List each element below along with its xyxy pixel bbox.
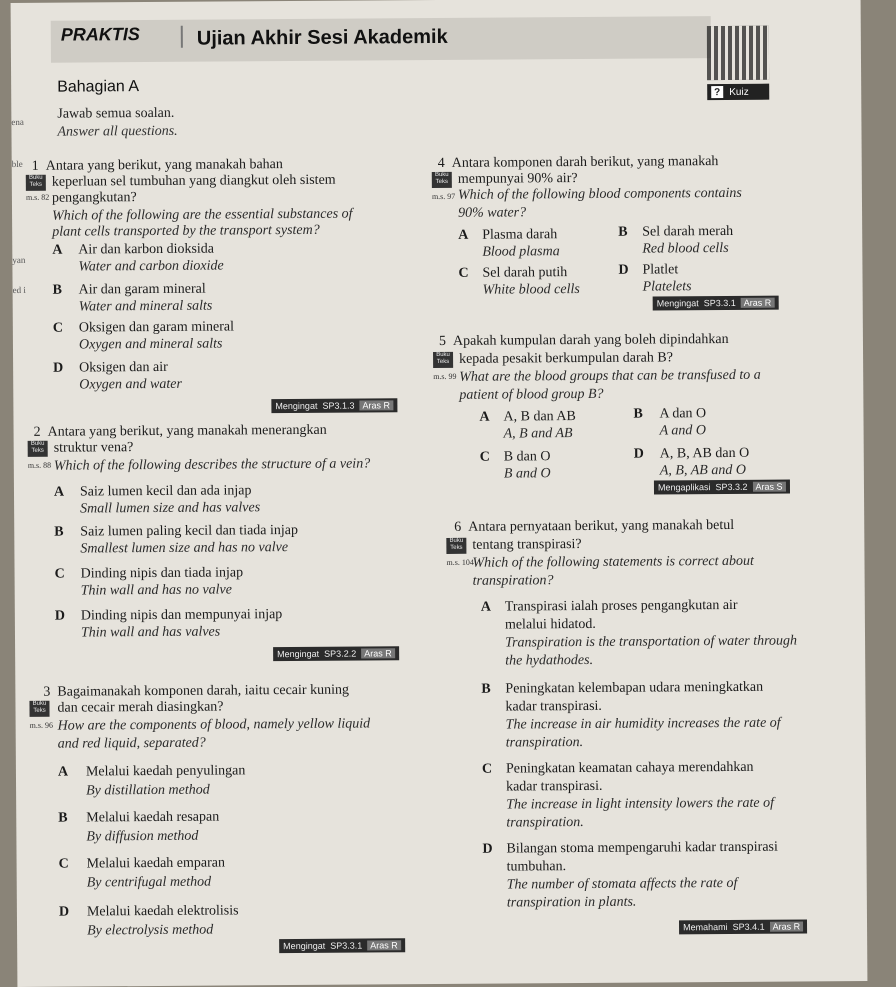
exam-title: Ujian Akhir Sesi Akademik bbox=[196, 25, 448, 50]
option-d[interactable]: A, B, AB dan O bbox=[659, 445, 750, 462]
question-text: mempunyai 90% air? bbox=[457, 171, 578, 187]
worksheet-page bbox=[11, 0, 868, 987]
option-d-en: Thin wall and has valves bbox=[80, 624, 221, 641]
question-text: Antara yang berikut, yang manakah menerangkan bbox=[47, 422, 327, 440]
option-c[interactable]: Sel darah putih bbox=[482, 265, 568, 281]
option-b-en: By diffusion method bbox=[86, 828, 199, 845]
option-letter[interactable]: C bbox=[458, 265, 469, 281]
option-a-en: Small lumen size and has valves bbox=[80, 500, 261, 517]
option-d[interactable]: tumbuhan. bbox=[506, 859, 567, 875]
question-text-en: Which of the following statements is correct about bbox=[472, 553, 754, 571]
question-text: keperluan sel tumbuhan yang diangkut oleh sistem bbox=[51, 172, 336, 190]
option-a-en: By distillation method bbox=[86, 782, 210, 799]
option-c-en: transpiration. bbox=[506, 814, 584, 831]
question-text-en: What are the blood groups that can be transfused to a bbox=[459, 367, 761, 385]
sp-code: SP3.3.2 bbox=[715, 481, 748, 493]
question-text: Bagaimanakah komponen darah, iaitu cecair kuning bbox=[57, 682, 349, 700]
option-a-en: Blood plasma bbox=[482, 244, 560, 260]
page-ref: m.s. 97 bbox=[431, 191, 456, 202]
question-text-en: Which of the following describes the structure of a vein? bbox=[53, 456, 371, 474]
option-letter[interactable]: D bbox=[618, 262, 629, 278]
edge-text: yan bbox=[12, 254, 26, 265]
option-d-en: Platelets bbox=[642, 279, 692, 295]
skill-label: Mengingat bbox=[275, 400, 318, 412]
option-a-en: the hydathodes. bbox=[505, 652, 594, 669]
level-badge: Aras R bbox=[770, 921, 804, 931]
option-letter[interactable]: C bbox=[479, 449, 490, 465]
question-text: pengangkutan? bbox=[51, 190, 137, 206]
question-text: Apakah kumpulan darah yang boleh dipindahkan bbox=[452, 331, 729, 349]
option-letter[interactable]: A bbox=[480, 599, 491, 615]
level-badge: Aras R bbox=[367, 940, 401, 950]
question-text-en: 90% water? bbox=[458, 205, 527, 221]
option-b-en: Smallest lumen size and has no valve bbox=[80, 540, 289, 557]
skill-tag bbox=[679, 919, 807, 934]
option-b-en: The increase in air humidity increases the rate of bbox=[505, 715, 781, 733]
option-letter[interactable]: D bbox=[633, 446, 644, 462]
option-c[interactable]: Dinding nipis dan tiada injap bbox=[80, 565, 244, 582]
option-letter[interactable]: D bbox=[54, 608, 66, 624]
qr-code-icon[interactable] bbox=[707, 26, 769, 80]
question-number: 6 bbox=[454, 519, 462, 535]
question-text: dan cecair merah diasingkan? bbox=[57, 699, 224, 716]
question-text-en: Which of the following blood components contains bbox=[457, 185, 742, 203]
textbook-icon: Buku Teks bbox=[433, 352, 453, 368]
skill-tag bbox=[653, 296, 779, 311]
question-number: 5 bbox=[438, 333, 447, 349]
option-a[interactable]: Saiz lumen kecil dan ada injap bbox=[79, 483, 252, 500]
option-letter[interactable]: B bbox=[52, 282, 62, 298]
textbook-icon: Buku Teks bbox=[28, 441, 48, 457]
level-badge: Aras R bbox=[359, 400, 393, 410]
instruction-en: Answer all questions. bbox=[57, 123, 178, 140]
option-c-en: By centrifugal method bbox=[86, 874, 212, 891]
page-ref: m.s. 96 bbox=[29, 720, 53, 730]
option-b[interactable]: Sel darah merah bbox=[642, 223, 734, 240]
option-c[interactable]: Melalui kaedah emparan bbox=[86, 855, 226, 872]
textbook-icon: Buku Teks bbox=[432, 172, 452, 188]
question-icon: ? bbox=[711, 86, 723, 98]
question-number: 3 bbox=[43, 684, 51, 700]
question-text: struktur vena? bbox=[53, 440, 134, 456]
option-letter[interactable]: D bbox=[53, 360, 64, 376]
sp-code: SP3.1.3 bbox=[322, 400, 355, 411]
option-b-en: A and O bbox=[659, 423, 707, 439]
question-text: tentang transpirasi? bbox=[472, 537, 582, 553]
option-letter[interactable]: C bbox=[58, 856, 69, 872]
edge-text: ena bbox=[11, 116, 24, 127]
option-a[interactable]: melalui hidatod. bbox=[504, 616, 596, 633]
option-a-en: Water and carbon dioxide bbox=[78, 258, 224, 275]
option-letter[interactable]: C bbox=[52, 320, 64, 336]
option-c[interactable]: Oksigen dan garam mineral bbox=[78, 319, 235, 336]
textbook-icon: Buku Teks bbox=[446, 538, 466, 554]
kuiz-label: Kuiz bbox=[729, 86, 749, 98]
option-letter[interactable]: A bbox=[52, 242, 63, 258]
level-badge: Aras R bbox=[741, 298, 775, 308]
question-text-en: patient of blood group B? bbox=[459, 386, 604, 403]
question-text: Antara komponen darah berikut, yang manakah bbox=[451, 154, 719, 171]
question-text-en: and red liquid, separated? bbox=[57, 735, 206, 752]
option-a-en: Transpiration is the transportation of water through bbox=[505, 633, 798, 651]
question-text: kepada pesakit berkumpulan darah B? bbox=[459, 350, 673, 367]
option-letter[interactable]: A bbox=[53, 484, 65, 500]
option-b-en: Red blood cells bbox=[642, 240, 729, 257]
question-text-en: plant cells transported by the transport system? bbox=[52, 222, 320, 240]
skill-tag bbox=[273, 646, 399, 661]
option-c-en: Oxygen and mineral salts bbox=[78, 336, 223, 353]
sp-code: SP3.3.1 bbox=[330, 940, 363, 951]
level-badge: Aras R bbox=[361, 648, 395, 658]
page-ref: m.s. 104 bbox=[446, 557, 474, 567]
option-c[interactable]: kadar transpirasi. bbox=[506, 778, 603, 795]
kuiz-button[interactable] bbox=[707, 84, 769, 100]
option-d[interactable]: Bilangan stoma mempengaruhi kadar transpirasi bbox=[506, 839, 778, 857]
skill-label: Mengaplikasi bbox=[657, 482, 711, 493]
option-b[interactable]: A dan O bbox=[659, 406, 707, 422]
level-badge: Aras S bbox=[752, 482, 785, 492]
skill-label: Mengingat bbox=[656, 298, 699, 309]
option-d-en: By electrolysis method bbox=[87, 922, 214, 939]
option-letter[interactable]: A bbox=[57, 764, 69, 780]
skill-tag bbox=[279, 938, 405, 953]
option-d-en: Oxygen and water bbox=[79, 376, 182, 393]
option-d[interactable]: Melalui kaedah elektrolisis bbox=[86, 903, 239, 920]
option-a-en: A, B and AB bbox=[503, 426, 573, 442]
section-title: Bahagian A bbox=[57, 78, 140, 96]
option-a[interactable]: Air dan karbon dioksida bbox=[78, 241, 215, 258]
option-b[interactable]: Melalui kaedah resapan bbox=[86, 809, 220, 826]
question-text-en: transpiration? bbox=[472, 573, 554, 589]
header-divider bbox=[181, 26, 183, 48]
option-c-en: Thin wall and has no valve bbox=[80, 582, 233, 599]
option-letter[interactable]: D bbox=[482, 841, 493, 857]
skill-tag bbox=[271, 398, 397, 413]
textbook-icon: Buku Teks bbox=[29, 701, 49, 717]
option-letter[interactable]: C bbox=[481, 761, 493, 777]
question-number: 2 bbox=[33, 424, 41, 440]
edge-text: ed i bbox=[12, 284, 26, 295]
skill-label: Mengingat bbox=[277, 648, 320, 660]
question-text: Antara pernyataan berikut, yang manakah betul bbox=[468, 517, 735, 535]
question-text: Antara yang berikut, yang manakah bahan bbox=[45, 157, 283, 174]
sp-code: SP3.2.2 bbox=[324, 648, 357, 659]
option-a[interactable]: Plasma darah bbox=[482, 227, 558, 243]
option-d[interactable]: Dinding nipis dan mempunyai injap bbox=[80, 607, 283, 624]
sp-code: SP3.3.1 bbox=[703, 297, 736, 309]
option-letter[interactable]: C bbox=[54, 566, 65, 582]
sp-code: SP3.4.1 bbox=[732, 921, 765, 932]
brand-label: PRAKTIS bbox=[60, 24, 140, 45]
option-b[interactable]: kadar transpirasi. bbox=[505, 698, 602, 715]
skill-label: Memahami bbox=[683, 921, 728, 933]
page-ref: m.s. 99 bbox=[433, 371, 457, 382]
option-b-en: transpiration. bbox=[505, 734, 584, 751]
question-number: 1 bbox=[31, 158, 39, 174]
option-c-en: The increase in light intensity lowers the rate of bbox=[506, 795, 775, 813]
skill-label: Mengingat bbox=[283, 940, 326, 952]
option-d-en: transpiration in plants. bbox=[506, 894, 637, 911]
option-a[interactable]: A, B dan AB bbox=[503, 409, 576, 425]
option-letter[interactable]: D bbox=[58, 904, 70, 920]
question-text-en: How are the components of blood, namely yellow liquid bbox=[57, 716, 371, 734]
option-d-en: The number of stomata affects the rate of bbox=[506, 875, 738, 893]
option-a[interactable]: Transpirasi ialah proses pengangkutan air bbox=[504, 597, 738, 615]
option-d[interactable]: Oksigen dan air bbox=[79, 359, 168, 376]
option-b[interactable]: Air dan garam mineral bbox=[78, 281, 206, 298]
question-number: 4 bbox=[437, 155, 445, 172]
option-c-en: White blood cells bbox=[482, 282, 580, 298]
option-c-en: B and O bbox=[503, 466, 551, 482]
option-letter[interactable]: B bbox=[54, 524, 64, 540]
option-d[interactable]: Platlet bbox=[642, 262, 679, 278]
option-c[interactable]: B dan O bbox=[503, 449, 551, 465]
option-letter[interactable]: A bbox=[479, 409, 490, 425]
instruction-ms: Jawab semua soalan. bbox=[57, 105, 175, 122]
option-a[interactable]: Melalui kaedah penyulingan bbox=[85, 763, 246, 780]
option-letter[interactable]: B bbox=[618, 224, 628, 240]
option-c[interactable]: Peningkatan keamatan cahaya merendahkan bbox=[505, 759, 754, 777]
option-letter[interactable]: B bbox=[481, 681, 491, 697]
page-ref: m.s. 88 bbox=[27, 460, 52, 470]
option-b[interactable]: Saiz lumen paling kecil dan tiada injap bbox=[80, 522, 299, 540]
option-letter[interactable]: B bbox=[633, 406, 643, 422]
option-b[interactable]: Peningkatan kelembapan udara meningkatkan bbox=[505, 679, 764, 697]
edge-text: ble bbox=[11, 158, 23, 169]
skill-tag bbox=[654, 480, 790, 495]
option-d-en: A, B, AB and O bbox=[659, 462, 746, 479]
textbook-icon: Buku Teks bbox=[26, 175, 46, 191]
option-letter[interactable]: B bbox=[58, 810, 68, 826]
page-ref: m.s. 82 bbox=[25, 192, 50, 202]
question-text-en: Which of the following are the essential substances of bbox=[52, 206, 353, 224]
option-letter[interactable]: A bbox=[458, 227, 469, 243]
option-b-en: Water and mineral salts bbox=[78, 298, 213, 315]
